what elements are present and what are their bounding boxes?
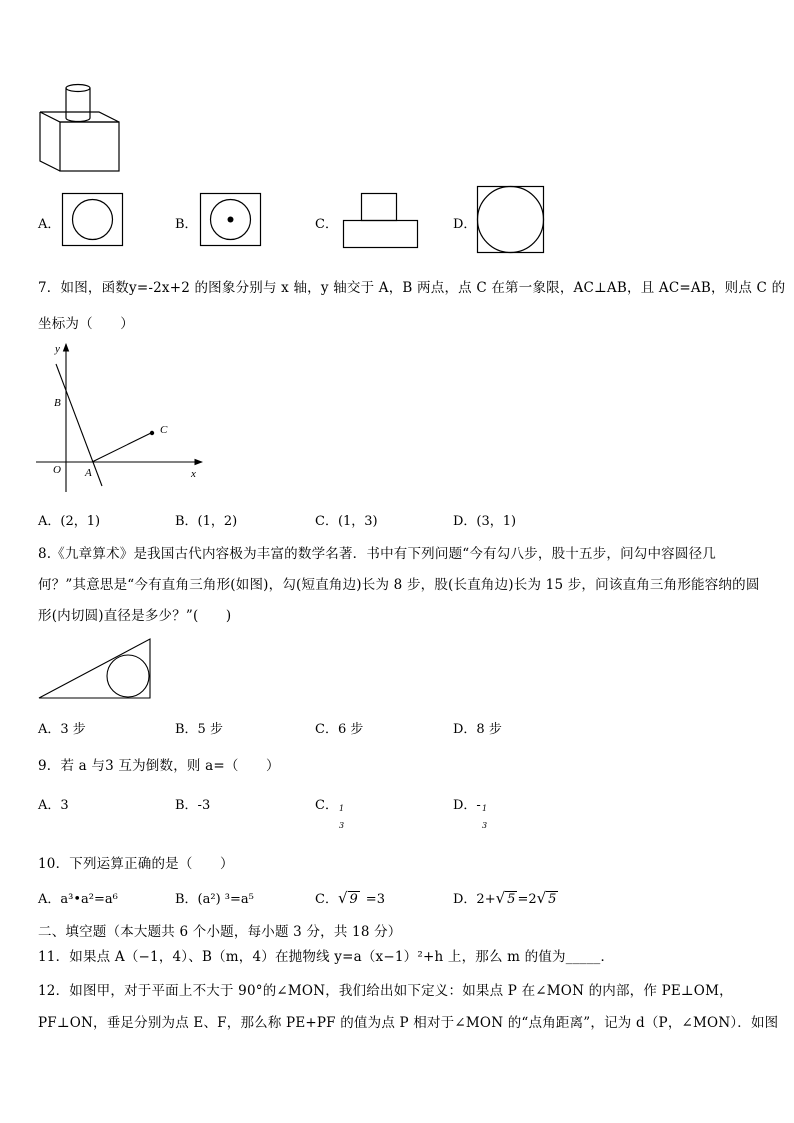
q7-option-b: B．(1，2): [175, 514, 238, 529]
q10-option-d-radicand: 5: [507, 892, 516, 907]
q12-stem-line2: PF⊥ON，垂足分别为点 E、F，那么称 PE+PF 的值为点 P 相对于∠MON 的“点角距离”，记为 d（P，∠MON）．如图: [38, 1015, 779, 1031]
q8-stem-line1: 8.《九章算术》是我国古代内容极为丰富的数学名著．书中有下列问题“今有勾八步，股十五步，问勾中容圆径几: [38, 546, 716, 562]
q10-option-c: [315, 888, 385, 907]
q7-option-d: D．(3，1): [453, 514, 517, 529]
q6-option-c-figure: [343, 193, 419, 249]
q10-option-c-radicand: 9: [349, 892, 358, 907]
q8-option-b: B．5 步: [175, 722, 223, 737]
graph-point-a-label: A: [85, 467, 92, 479]
q10-option-d-mid: =2: [517, 892, 537, 907]
graph-origin-label: O: [53, 464, 61, 476]
q7-option-c: C．(1，3): [315, 514, 378, 529]
q6-option-b-figure: [200, 193, 262, 247]
q10-option-c-suffix: =3: [365, 892, 385, 907]
sqrt-icon: √: [495, 889, 506, 907]
q6-option-c-label: C．: [315, 217, 338, 232]
q10-option-c-prefix: C．: [315, 892, 338, 907]
section-title: 二、填空题（本大题共 6 个小题，每小题 3 分，共 18 分）: [38, 924, 402, 940]
q10-option-d-radicand2: 5: [548, 892, 557, 907]
sqrt-icon: √: [536, 889, 547, 907]
q10-option-d: [453, 888, 558, 907]
q9-option-b: B．-3: [175, 798, 211, 813]
q6-option-a-figure: [62, 193, 124, 247]
q9-option-c: C．: [315, 798, 338, 813]
graph-x-label: x: [191, 468, 196, 480]
q10-option-a: A．a³•a²=a⁶: [38, 892, 118, 907]
q9-option-d-numerator: 1: [482, 804, 488, 813]
q8-option-d: D．8 步: [453, 722, 502, 737]
graph-point-b-label: B: [54, 397, 61, 409]
graph-y-label: y: [55, 343, 60, 355]
q10-option-b: B．(a²) ³=a⁵: [175, 892, 254, 907]
q12-stem-line1: 12．如图甲，对于平面上不大于 90°的∠MON，我们给出如下定义：如果点 P 在∠MON 的内部，作 PE⊥OM，: [38, 983, 733, 999]
q9-stem: 9．若 a 与3 互为倒数，则 a=（ ）: [38, 758, 280, 774]
q8-option-a: A．3 步: [38, 722, 86, 737]
q10-stem: 10．下列运算正确的是（ ）: [38, 856, 234, 872]
q7-stem-line2: 坐标为（ ）: [38, 316, 134, 332]
q8-option-c: C．6 步: [315, 722, 364, 737]
q11-stem: 11．如果点 A（−1，4）、B（m，4）在抛物线 y=a（x−1）²+h 上，那么 m 的值为_____．: [38, 949, 615, 965]
q8-triangle-figure: [38, 638, 152, 700]
q10-option-d-prefix: D．2+: [453, 892, 496, 907]
q6-option-b-label: B．: [175, 217, 198, 232]
q7-option-a: A．(2，1): [38, 514, 101, 529]
sqrt-icon: √: [337, 889, 348, 907]
q6-option-a-label: A．: [38, 217, 61, 232]
q9-option-c-denominator: 3: [339, 821, 345, 830]
solid-figure: [38, 84, 122, 174]
q7-stem-line1: 7．如图，函数y=-2x+2 的图象分别与 x 轴，y 轴交于 A，B 两点，点 C 在第一象限，AC⊥AB，且 AC=AB，则点 C 的: [38, 280, 786, 296]
q9-option-a: A．3: [38, 798, 69, 813]
graph-point-c-label: C: [160, 424, 168, 436]
q8-stem-line2: 何？”其意思是“今有直角三角形(如图)，勾(短直角边)长为 8 步，股(长直角边)长为 15 步，问该直角三角形能容纳的圆: [38, 577, 760, 593]
q9-option-d-denominator: 3: [482, 821, 488, 830]
q9-option-d: D．-: [453, 798, 481, 813]
q8-stem-line3: 形(内切圆)直径是多少？”( ): [38, 608, 232, 624]
q7-graph: [36, 340, 211, 500]
q9-option-c-numerator: 1: [339, 804, 345, 813]
q6-option-d-figure: [477, 186, 545, 254]
q6-option-d-label: D．: [453, 217, 477, 232]
